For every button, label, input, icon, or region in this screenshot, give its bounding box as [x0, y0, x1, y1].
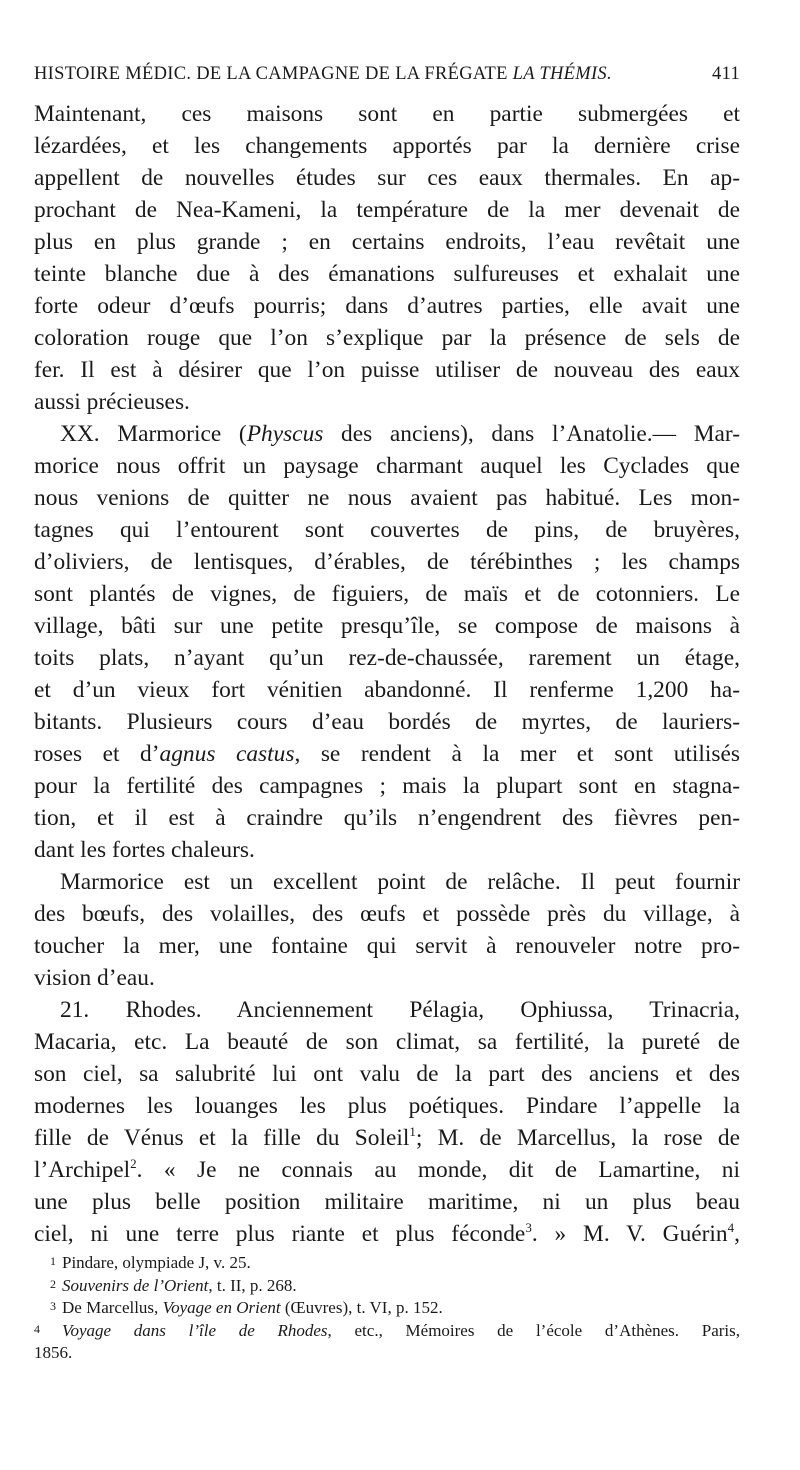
text-line: une plus belle position militaire maritime, ni un plus beau	[34, 1189, 740, 1215]
text-line: et d’un vieux fort vénitien abandonné. Il renferme 1,200 ha-	[34, 677, 740, 703]
text-line: fer. Il est à désirer que l’on puisse utiliser de nouveau des eaux	[34, 357, 740, 383]
text-line: appellent de nouvelles études sur ces eaux thermales. En ap-	[34, 165, 740, 191]
footnote-ref[interactable]: 4	[727, 1220, 735, 1236]
text-line: bitants. Plusieurs cours d’eau bordés de myrtes, de lauriers-	[34, 709, 740, 735]
text-line: plus en plus grande ; en certains endroits, l’eau revêtait une	[34, 229, 740, 255]
text-line: des bœufs, des volailles, des œufs et possède près du village, à	[34, 901, 740, 927]
body-text	[34, 98, 740, 1250]
text-line: village, bâti sur une petite presqu’île, se compose de maisons à	[34, 613, 740, 639]
footnote-number: 3	[50, 1299, 56, 1313]
text-line: toits plats, n’ayant qu’un rez-de-chaussée, rarement un étage,	[34, 645, 740, 671]
footnote-ref[interactable]: 3	[525, 1220, 532, 1236]
footnote-continuation: 1856.	[34, 1343, 73, 1362]
text-line: sont plantés de vignes, de figuiers, de maïs et de cotonniers. Le	[34, 581, 740, 607]
text-line: aussi précieuses.	[34, 389, 190, 415]
text-line: prochant de Nea-Kameni, la température de la mer devenait de	[34, 197, 740, 223]
text-line: teinte blanche due à des émanations sulfureuses et exhalait une	[34, 261, 740, 287]
text-line: toucher la mer, une fontaine qui servit à renouveler notre pro-	[34, 933, 740, 959]
footnote-number: 4	[34, 1321, 40, 1336]
text-line-section-xx: XX. Marmorice (Physcus des anciens), dans l’Anatolie.— Mar-	[60, 421, 740, 447]
footnote-ref[interactable]: 2	[130, 1156, 137, 1172]
text-line: lézardées, et les changements apportés par la dernière crise	[34, 133, 740, 159]
text-line: Maintenant, ces maisons sont en partie submergées et	[34, 101, 740, 127]
text-line: dant les fortes chaleurs.	[34, 837, 255, 863]
text-line-italic: roses et d’agnus castus, se rendent à la mer et sont utilisés	[34, 741, 740, 767]
text-line: coloration rouge que l’on s’explique par la présence de sels de	[34, 325, 740, 351]
text-line-footnote-ref: l’Archipel$^2$. « Je ne connais au monde, dit de Lamartine, ni	[34, 1156, 740, 1183]
text-line: vision d’eau.	[34, 965, 155, 991]
footnotes	[34, 1252, 740, 1365]
text-line: modernes les louanges les plus poétiques. Pindare l’appelle la	[34, 1093, 740, 1119]
text-line-section-21: 21. Rhodes. Anciennement Pélagia, Ophiussa, Trinacria,	[60, 997, 740, 1023]
footnote: 2 Souvenirs de l’Orient, t. II, p. 268.	[34, 1275, 740, 1298]
footnote-ref[interactable]: 1	[409, 1124, 416, 1140]
footnote: 4 Voyage dans l’île de Rhodes, etc., Mémoires de l’école d’Athènes. Paris,	[34, 1320, 740, 1340]
text-line: son ciel, sa salubrité lui ont valu de la part des anciens et des	[34, 1061, 740, 1087]
text-line: pour la fertilité des campagnes ; mais la plupart sont en stagna-	[34, 773, 740, 799]
text-line: tagnes qui l’entourent sont couvertes de pins, de bruyères,	[34, 517, 740, 543]
footnote-number: 2	[50, 1276, 56, 1291]
footnote-number: 1	[50, 1254, 56, 1268]
text-line: Marmorice est un excellent point de relâche. Il peut fournir	[60, 869, 740, 895]
footnote: 1 Pindare, olympiade J, v. 25.	[34, 1252, 740, 1275]
footnote: 3 De Marcellus, Voyage en Orient (Œuvres), t. VI, p. 152.	[34, 1297, 740, 1320]
text-line: forte odeur d’œufs pourris; dans d’autres parties, elle avait une	[34, 293, 740, 319]
text-line: nous venions de quitter ne nous avaient pas habitué. Les mon-	[34, 485, 740, 511]
text-line-footnote-ref: ciel, ni une terre plus riante et plus féconde$^3$. » M. V. Guérin$^4$,	[34, 1220, 740, 1247]
text-line: Macaria, etc. La beauté de son climat, sa fertilité, la pureté de	[34, 1029, 740, 1055]
text-line: tion, et il est à craindre qu’ils n’engendrent des fièvres pen-	[34, 805, 740, 831]
page-number: 411	[712, 64, 740, 84]
text-line-footnote-ref: fille de Vénus et la fille du Soleil$^1$; M. de Marcellus, la rose de	[34, 1124, 740, 1151]
text-line: d’oliviers, de lentisques, d’érables, de térébinthes ; les champs	[34, 549, 740, 575]
text-line: morice nous offrit un paysage charmant auquel les Cyclades que	[34, 453, 740, 479]
running-head	[34, 64, 740, 90]
running-head-title: HISTOIRE MÉDIC. DE LA CAMPAGNE DE LA FRÉGATE LA THÉMIS.	[34, 64, 612, 84]
